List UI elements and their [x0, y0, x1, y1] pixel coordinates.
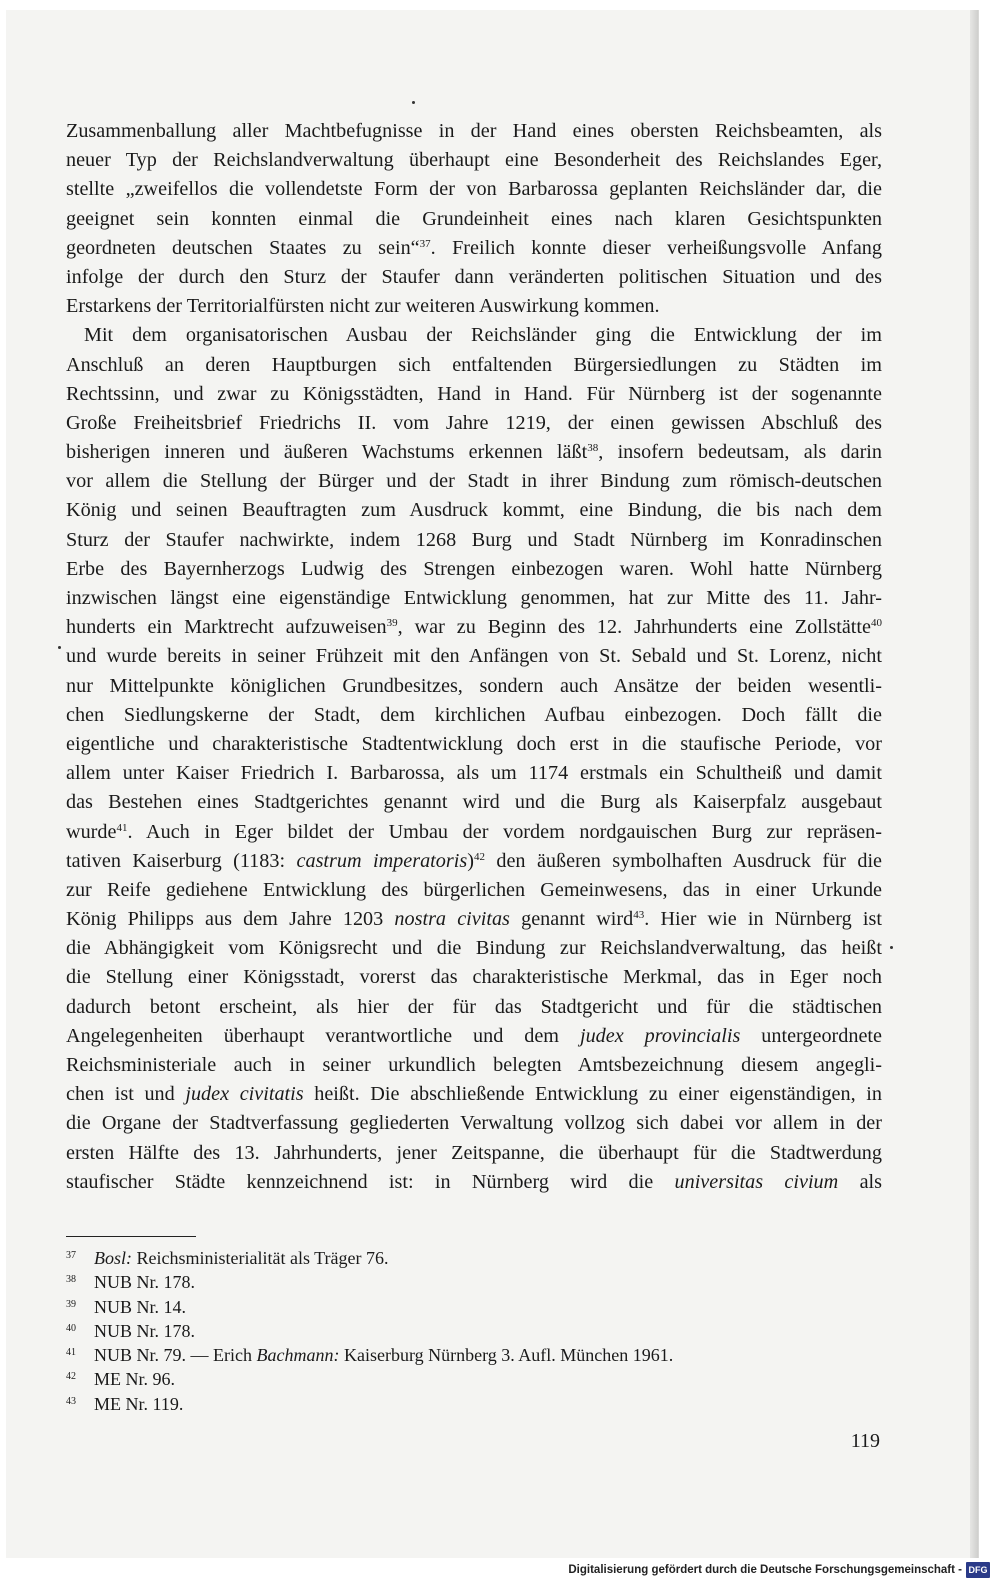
text-line: [66, 117, 882, 146]
text-run: NUB Nr. 79. — Erich: [94, 1345, 257, 1366]
text-run: Zusammenballung aller Machtbefugnisse in der Hand eines obersten Reichsbeamten, als: [66, 120, 882, 142]
text-run: nur Mittelpunkte königlichen Grundbesitzes, sondern auch Ansätze der beiden wesentli-: [66, 674, 882, 697]
footnote-number: 41: [66, 1347, 76, 1359]
text-run: den äußeren symbolhaften Ausdruck für die: [484, 849, 883, 872]
text-run: , war zu Beginn des 12. Jahrhunderts eine Zollstätte: [397, 616, 871, 639]
text-run: ): [467, 849, 474, 872]
text-run: geeignet sein konnten einmal die Grundeinheit eines nach klaren Gesichtspunkten: [66, 207, 882, 230]
text-line: [66, 321, 882, 350]
footnote-reference: 43: [633, 909, 645, 922]
text-line: [66, 818, 882, 847]
italic-text: judex civitatis: [185, 1083, 304, 1106]
text-line: [66, 934, 882, 963]
text-line: [66, 1051, 882, 1080]
text-line: [66, 788, 882, 817]
text-run: Kaiserburg Nürnberg 3. Aufl. München 1961.: [339, 1345, 674, 1366]
scan-speck: [890, 946, 893, 949]
footnote-item: [66, 1390, 866, 1414]
text-run: Erbe des Bayernherzogs Ludwig des Strengen einbezogen waren. Wohl hatte Nürnberg: [66, 557, 882, 580]
text-run: Rechtssinn, und zwar zu Königsstädten, Hand in Hand. Für Nürnberg ist der sogenannte: [66, 382, 882, 405]
text-run: bisherigen inneren und äußeren Wachstums erkennen läßt: [66, 441, 588, 464]
text-run: neuer Typ der Reichslandverwaltung überhaupt eine Besonderheit des Reichslandes Eger,: [66, 149, 882, 172]
text-run: genannt wird: [509, 908, 634, 931]
text-run: eigentliche und charakteristische Stadtentwicklung doch erst in die staufische Periode, vor: [66, 732, 882, 755]
text-run: König und seinen Beauftragten zum Ausdruck kommt, eine Bindung, die bis nach dem: [66, 499, 882, 522]
text-run: Angelegenheiten überhaupt verantwortliche und dem: [66, 1024, 580, 1047]
text-line: [66, 701, 882, 730]
text-run: chen ist und: [66, 1083, 186, 1106]
footnote-reference: 38: [587, 442, 599, 455]
text-line: [66, 438, 882, 467]
text-run: heißt. Die abschließende Entwicklung zu einer eigenständigen, in: [303, 1083, 882, 1106]
text-run: tativen Kaiserburg (1183:: [66, 849, 297, 872]
text-run: staufischer Städte kennzeichnend ist: in Nürnberg wird die: [66, 1170, 675, 1193]
footnote-number: 42: [66, 1371, 76, 1383]
text-run: wurde: [66, 820, 117, 843]
text-run: untergeordnete: [740, 1024, 882, 1047]
text-run: die Abhängigkeit vom Königsrecht und die Bindung zur Reichslandverwaltung, das heißt: [66, 937, 882, 960]
text-run: König Philipps aus dem Jahre 1203: [66, 908, 395, 931]
text-line: [66, 1080, 882, 1109]
text-line: [66, 905, 882, 934]
text-line: [66, 234, 882, 263]
text-line: [66, 613, 882, 642]
text-run: , insofern bedeutsam, als darin: [598, 441, 882, 464]
text-line: [66, 146, 882, 175]
italic-text: judex provincialis: [579, 1024, 741, 1047]
text-line: [66, 1139, 882, 1168]
footnote-number: 40: [66, 1322, 76, 1334]
text-run: dadurch betont erscheint, als hier der für das Stadtgericht und für die städtischen: [66, 995, 882, 1018]
text-run: . Freilich konnte dieser verheißungsvolle Anfang: [430, 236, 882, 259]
text-run: . Auch in Eger bildet der Umbau der vordem nordgauischen Burg zur repräsen-: [127, 820, 882, 843]
text-line: [66, 672, 882, 701]
text-line: [66, 409, 882, 438]
text-run: zur Reife gediehene Entwicklung des bürgerlichen Gemeinwesens, das in einer Urkunde: [66, 878, 882, 901]
text-line: [66, 205, 882, 234]
italic-text: universitas civium: [674, 1170, 839, 1193]
text-run: Sturz der Staufer nachwirkte, indem 1268 Burg und Stadt Nürnberg im Konradinschen: [66, 528, 882, 551]
page-edge-shadow: [970, 10, 978, 1558]
text-run: Reichsministeriale auch in seiner urkundlich belegten Amtsbezeichnung diesem angegli-: [66, 1054, 882, 1076]
footnote-reference: 40: [871, 617, 882, 630]
text-line: [66, 1022, 882, 1051]
text-line: [66, 526, 882, 555]
digitization-banner: [568, 1560, 990, 1580]
text-run: Große Freiheitsbrief Friedrichs II. vom Jahre 1219, der einen gewissen Abschluß des: [66, 411, 882, 434]
scan-speck: [58, 646, 61, 649]
text-line: [66, 175, 882, 204]
banner-text: Digitalisierung gefördert durch die Deutsche Forschungsgemeinschaft -: [568, 1564, 962, 1576]
text-run: Anschluß an deren Hauptburgen sich entfaltenden Bürgersiedlungen zu Städten im: [66, 353, 882, 376]
text-line: [66, 759, 882, 788]
footnote-item: [66, 1365, 866, 1389]
footnote-item: [66, 1317, 866, 1341]
body-text: [66, 117, 882, 1197]
text-run: NUB Nr. 178.: [94, 1272, 196, 1293]
text-run: NUB Nr. 178.: [94, 1320, 196, 1341]
text-run: und wurde bereits in seiner Frühzeit mit den Anfängen von St. Sebald und St. Lorenz, nicht: [66, 645, 882, 668]
text-run: chen Siedlungskerne der Stadt, dem kirchlichen Aufbau einbezogen. Doch fällt die: [66, 703, 882, 726]
text-run: als: [838, 1170, 882, 1193]
text-run: allem unter Kaiser Friedrich I. Barbarossa, als um 1174 erstmals ein Schultheiß und damit: [66, 762, 882, 785]
text-run: das Bestehen eines Stadtgerichtes genannt wird und die Burg als Kaiserpfalz ausgebaut: [66, 791, 882, 814]
footnote-number: 38: [66, 1274, 76, 1286]
footnote-number: 39: [66, 1298, 76, 1310]
footnote-separator: [66, 1236, 196, 1237]
text-line: [66, 555, 882, 584]
text-run: ersten Hälfte des 13. Jahrhunderts, jener Zeitspanne, die überhaupt für die Stadtwerdung: [66, 1141, 882, 1164]
text-run: stellte „zweifellos die vollendetste Form der von Barbarossa geplanten Reichsländer dar, die: [66, 178, 882, 201]
text-run: Erstarkens der Territorialfürsten nicht zur weiteren Auswirkung kommen.: [66, 295, 660, 318]
text-run: ME Nr. 96.: [94, 1369, 175, 1390]
footnote-reference: 39: [386, 617, 398, 630]
text-line: [66, 467, 882, 496]
text-line: [66, 351, 882, 380]
footnote-item: [66, 1244, 866, 1268]
text-line: [66, 642, 882, 671]
text-line: [66, 1109, 882, 1138]
dfg-logo-icon: DFG: [966, 1562, 990, 1578]
text-run: ME Nr. 119.: [94, 1393, 184, 1414]
text-line: [66, 263, 882, 292]
text-run: hunderts ein Marktrecht aufzuweisen: [66, 616, 387, 639]
text-run: Mit dem organisatorischen Ausbau der Reichsländer ging die Entwicklung der im: [84, 324, 882, 347]
text-run: . Hier wie in Nürnberg ist: [644, 908, 882, 931]
text-line: [66, 496, 882, 525]
text-line: [66, 1168, 882, 1197]
text-line: [66, 993, 882, 1022]
text-line: [66, 292, 882, 321]
page-number: 119: [850, 1430, 880, 1452]
text-run: inzwischen längst eine eigenständige Entwicklung genommen, hat zur Mitte des 11. Jahr-: [66, 587, 882, 609]
footnotes: [66, 1244, 866, 1414]
footnote-item: [66, 1268, 866, 1292]
scan-speck: [412, 101, 415, 104]
footnote-reference: 37: [419, 237, 431, 250]
italic-text: nostra civitas: [394, 908, 510, 931]
text-line: [66, 847, 882, 876]
text-line: [66, 963, 882, 992]
text-line: [66, 380, 882, 409]
footnote-reference: 42: [473, 850, 485, 863]
footnote-item: [66, 1341, 866, 1365]
italic-text: Bachmann:: [256, 1345, 340, 1366]
italic-text: castrum imperatoris: [296, 849, 468, 872]
footnote-item: [66, 1293, 866, 1317]
text-run: die Stellung einer Königsstadt, vorerst das charakteristische Merkmal, das in Eger noch: [66, 966, 882, 989]
text-run: die Organe der Stadtverfassung gegliederten Verwaltung vollzog sich dabei vor allem in der: [66, 1112, 882, 1135]
footnote-number: 37: [66, 1250, 76, 1261]
text-run: Reichsministerialität als Träger 76.: [132, 1248, 389, 1268]
footnote-reference: 41: [116, 821, 128, 834]
italic-text: Bosl:: [94, 1248, 132, 1268]
footnote-number: 43: [66, 1395, 76, 1407]
text-run: infolge der durch den Sturz der Staufer dann veränderten politischen Situation und des: [66, 265, 882, 288]
text-run: NUB Nr. 14.: [94, 1296, 187, 1317]
text-run: vor allem die Stellung der Bürger und der Stadt in ihrer Bindung zum römisch-deutschen: [66, 470, 882, 493]
text-line: [66, 730, 882, 759]
text-run: geordneten deutschen Staates zu sein“: [66, 236, 420, 259]
text-line: [66, 584, 882, 613]
text-line: [66, 876, 882, 905]
